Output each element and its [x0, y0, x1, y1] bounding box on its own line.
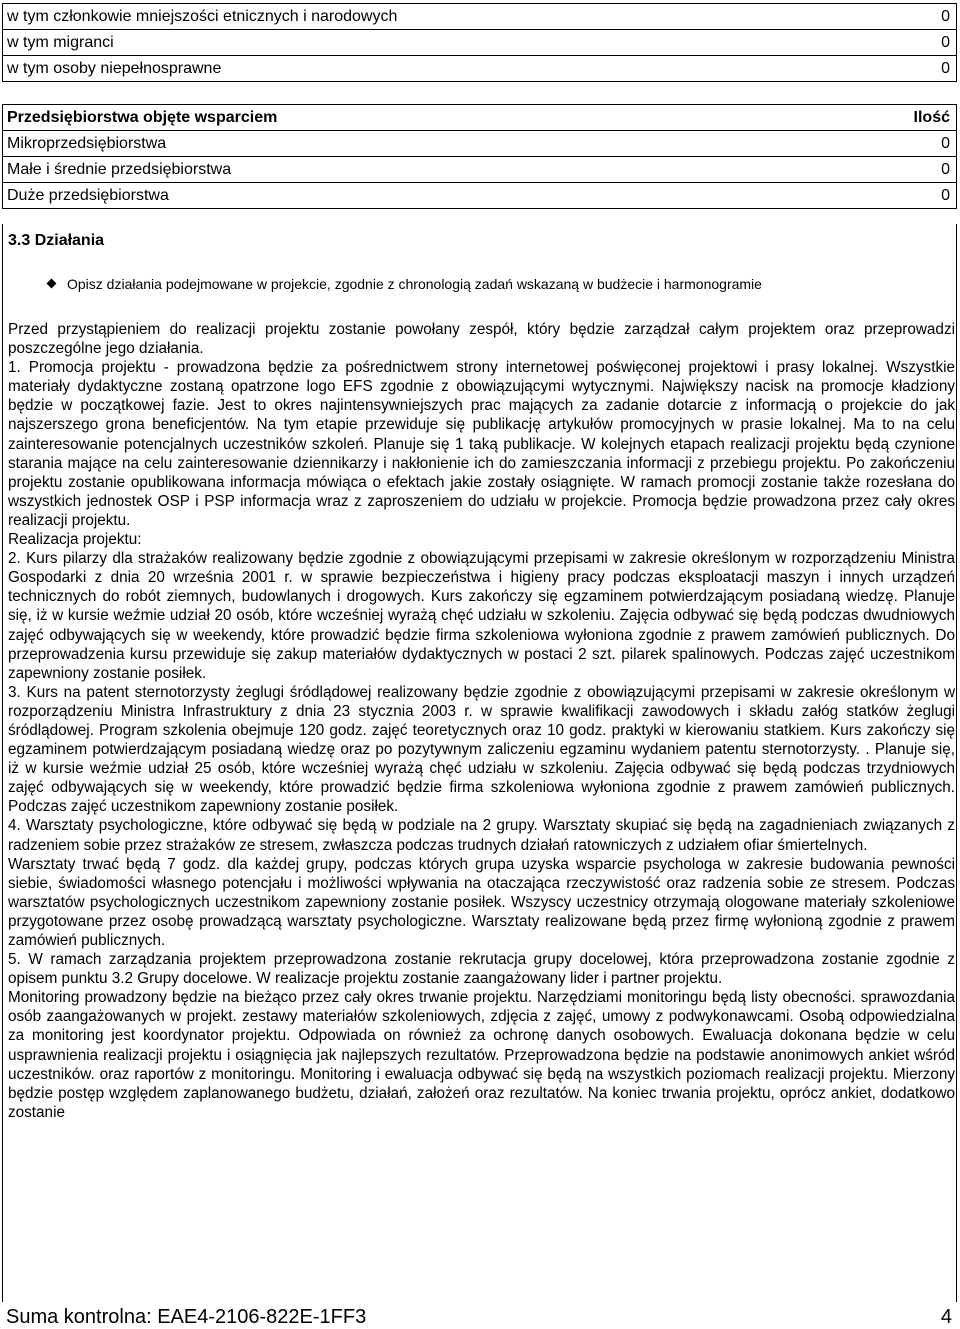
- header-value: Ilość: [886, 105, 957, 131]
- table-row: [3, 4, 957, 30]
- row-value: 0: [886, 4, 957, 30]
- paragraph: 3. Kurs na patent sternotorzysty żeglugi śródlądowej realizowany będzie zgodnie z obowiązującymi przepisami w zakresie określonym w rozporządzeniu Ministra Infrastruktury z dnia 23 stycznia 2003 r. w sprawie kwalifikacji zawodowych i składu załóg statków żeglugi śródlądowej. Program szkolenia obejmuje 120 godz. zajęć teoretycznych oraz 10 godz. praktyki w kierowaniu statkiem. Kurs zakończy się egzaminem potwierdzającym posiadaną wiedzę oraz po pozytywnym zaliczeniu egzaminu wydaniem patentu sternotorzysty. . Planuje się, iż w kursie weźmie udział 25 osób, które wcześniej wyrażą chęć udziału w szkoleniu. Zajęcia odbywać się będą podczas trzydniowych zajęć odbywających się w weekendy, które prowadzić będzie firma szkoleniowa wyłoniona zgodnie z prawem zamówień publicznych. Podczas zajęć uczestnikom zapewniony zostanie posiłek.: [8, 683, 955, 816]
- row-label: Małe i średnie przedsiębiorstwa: [3, 157, 887, 183]
- instruction-text: Opisz działania podejmowane w projekcie, zgodnie z chronologią zadań wskazaną w budżecie i harmonogramie: [67, 276, 762, 292]
- row-value: 0: [886, 30, 957, 56]
- row-value: 0: [886, 56, 957, 82]
- table-row: [3, 30, 957, 56]
- table-row: [3, 56, 957, 82]
- page-number: 4: [940, 1306, 952, 1328]
- paragraph: Realizacja projektu:: [8, 531, 142, 549]
- paragraph: Warsztaty trwać będą 7 godz. dla każdej grupy, podczas których grupa uzyska wsparcie psychologa w zakresie budowania pewności siebie, świadomości własnego potencjału i możliwości wpływania na otaczająca rzeczywistość oraz radzenia sobie ze stresem. Podczas warsztatów psychologicznych uczestnikom zapewniony zostanie posiłek. Wszyscy uczestnicy otrzymają ologowane materiały szkoleniowe przygotowane przez osobę prowadzącą warsztaty psychologiczne. Warsztaty realizowane będą przez firmę wyłonioną zgodnie z prawem zamówień publicznych.: [8, 855, 955, 949]
- row-value: 0: [886, 131, 957, 157]
- row-label: w tym członkowie mniejszości etnicznych i narodowych: [3, 4, 887, 30]
- actions-section: [2, 224, 957, 1302]
- row-value: 0: [886, 183, 957, 209]
- table-row: [3, 131, 957, 157]
- table-row: [3, 183, 957, 209]
- section-title: 3.3 Działania: [8, 232, 105, 249]
- participants-table: [2, 3, 957, 82]
- checksum-text: Suma kontrolna: EAE4-2106-822E-1FF3: [6, 1306, 367, 1328]
- table-header-row: [3, 105, 957, 131]
- table-row: [3, 157, 957, 183]
- page-footer: [6, 1306, 952, 1329]
- paragraph: 1. Promocja projektu - prowadzona będzie za pośrednictwem strony internetowej poświęconej projektowi i prasy lokalnej. Wszystkie materiały dydaktyczne zostaną opatrzone logo EFS zgodnie z obowiązującymi wytycznymi. Największy nacisk na promocje kładziony będzie w początkowej fazie. Jest to okres najintensywniejszych prac mających za zadanie dotarcie z informacją o projekcie do jak najszerszego grona beneficjentów. Na tym etapie przewiduje się publikację artykułów promocyjnych w prasie lokalnej. Ma to na celu zainteresowanie potencjalnych uczestników szkoleń. Planuje się 1 taką publikacje. W kolejnych etapach realizacji projektu będą czynione starania mające na celu zainteresowanie dziennikarzy i nakłonienie ich do zamieszczania informacji z przebiegu projektu. Po zakończeniu projektu zostanie opublikowana informacja mówiąca o efektach jakie zostały osiągnięte. W ramach promocji zostanie także rozesłana do wszystkich jednostek OSP i PSP informacja wraz z zaproszeniem do udziału w projekcie. Promocja będzie prowadzona przez cały okres realizacji projektu.: [8, 359, 955, 529]
- instruction-line: [48, 276, 762, 292]
- paragraph: 2. Kurs pilarzy dla strażaków realizowany będzie zgodnie z obowiązującymi przepisami w zakresie określonym w rozporządzeniu Ministra Gospodarki z dnia 20 września 2001 r. w sprawie bezpieczeństwa i higieny pracy podczas eksploatacji maszyn i innych urządzeń technicznych do robót ziemnych, budowlanych i drogowych. Kurs zakończy się egzaminem potwierdzającym posiadaną wiedzę. Planuje się, iż w kursie weźmie udział 20 osób, które wcześniej wyrażą chęć udziału w szkoleniu. Zajęcia odbywać się będą podczas dwudniowych zajęć odbywających się w weekendy, które prowadzić będzie firma szkoleniowa wyłoniona zgodnie z prawem zamówień publicznych. Do przeprowadzenia kursu przewiduje się zakup materiałów dydaktycznych w postaci 2 szt. pilarek spalinowych. Podczas zajęć uczestnikom zapewniony zostanie posiłek.: [8, 550, 955, 682]
- row-value: 0: [886, 157, 957, 183]
- header-label: Przedsiębiorstwa objęte wsparciem: [3, 105, 887, 131]
- enterprises-table: [2, 104, 957, 209]
- row-label: Mikroprzedsiębiorstwa: [3, 131, 887, 157]
- row-label: Duże przedsiębiorstwa: [3, 183, 887, 209]
- paragraph: Przed przystąpieniem do realizacji projektu zostanie powołany zespół, który będzie zarządzał całym projektem oraz przeprowadzi poszczególne jego działania.: [8, 321, 955, 358]
- row-label: w tym migranci: [3, 30, 887, 56]
- paragraph: 5. W ramach zarządzania projektem przeprowadzona zostanie rekrutacja grupy docelowej, która przeprowadzona zostanie zgodnie z opisem punktu 3.2 Grupy docelowe. W realizacje projektu zostanie zaangażowany lider i partner projektu.: [8, 951, 955, 988]
- section-body: [8, 320, 955, 1122]
- paragraph: 4. Warsztaty psychologiczne, które odbywać się będą w podziale na 2 grupy. Warsztaty skupiać się będą na zagadnieniach związanych z radzeniem sobie przez strażaków ze stresem, zwłaszcza podczas trudnych działań ratowniczych z udziałem ofiar śmiertelnych.: [8, 817, 955, 854]
- row-label: w tym osoby niepełnosprawne: [3, 56, 887, 82]
- diamond-bullet-icon: [47, 278, 57, 288]
- paragraph: Monitoring prowadzony będzie na bieżąco przez cały okres trwanie projektu. Narzędziami monitoringu będą listy obecności. sprawozdania osób zaangażowanych w projekt. zestawy materiałów szkoleniowych, zdjęcia z zajęć, umowy z podwykonawcami. Osobą odpowiedzialna za monitoring jest koordynator projektu. Odpowiada on również za ochronę danych osobowych. Ewaluacja dokonana będzie w celu usprawnienia realizacji projektu i osiągnięcia jak najlepszych rezultatów. Przeprowadzona będzie na podstawie anonimowych ankiet wśród uczestników. oraz raportów z monitoringu. Monitoring i ewaluacja odbywać się będą na wszystkich poziomach realizacji projektu. Mierzony będzie postęp względem zaplanowanego budżetu, działań, założeń oraz rezultatów. Na koniec trwania projektu, oprócz ankiet, dodatkowo zostanie: [8, 989, 955, 1121]
